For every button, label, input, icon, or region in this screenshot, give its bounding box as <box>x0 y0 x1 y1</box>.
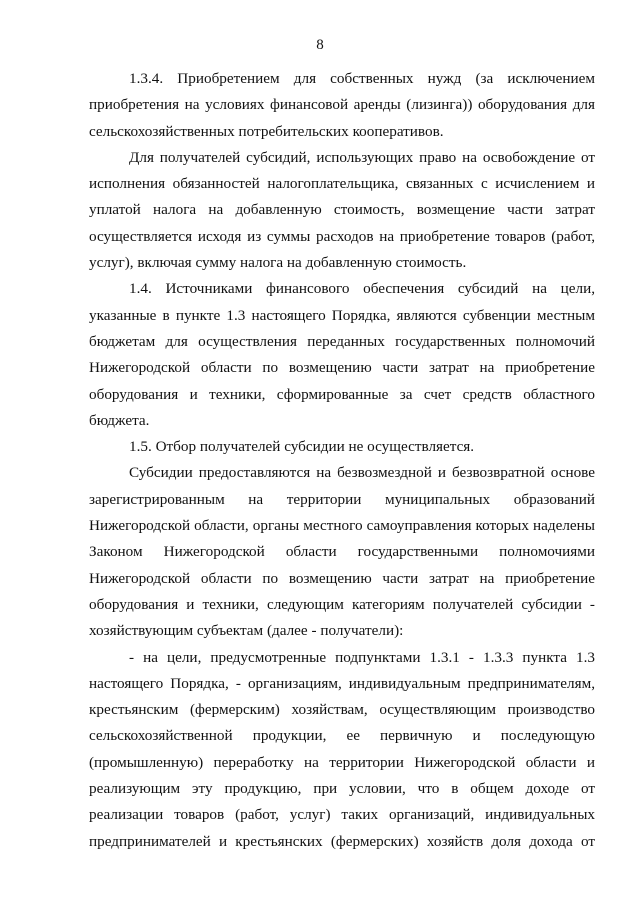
paragraph-1-5: 1.5. Отбор получателей субсидии не осуществляется. <box>129 438 475 456</box>
paragraph-vat-exemption: Для получателей субсидий, использующих право на освобождение от исполнения обязанностей налогоплательщика, связанных с исчислением и уплатой налога на добавленную стоимость, возмещение части затрат осуществляется исходя из суммы расходов на приобретение товаров (работ, услуг), включая сумму налога на добавленную стоимость. <box>89 148 595 272</box>
paragraph-1-3-4: 1.3.4. Приобретением для собственных нужд (за исключением приобретения на условиях финансовой аренды (лизинга)) оборудования для сельскохозяйственных потребительских кооперативов. <box>89 70 595 140</box>
paragraph-1-4: 1.4. Источниками финансового обеспечения субсидий на цели, указанные в пункте 1.3 настоящего Порядка, являются субвенции местным бюджетам для осуществления переданных государственных полномочий Нижегородской области по возмещению части затрат на приобретение оборудования и техники, сформированные за счет средств областного бюджета. <box>89 280 595 429</box>
paragraph-subsidy-recipients: Субсидии предоставляются на безвозмездной и безвозвратной основе зарегистрированным на территории муниципальных образований Нижегородской области, органы местного самоуправления которых наделены Законом Нижегородской области государственными полномочиями Нижегородской области по возмещению части затрат на приобретение оборудования и техники, следующим категориям получателей субсидии - хозяйствующим субъектам (далее - получатели): <box>89 464 595 640</box>
paragraph-recipient-categories: - на цели, предусмотренные подпунктами 1.3.1 - 1.3.3 пункта 1.3 настоящего Порядка, - организациям, индивидуальным предпринимателям, крестьянским (фермерским) хозяйствам, осуществляющим производство сельскохозяйственной продукции, ее первичную и последующую (промышленную) переработку на территории Нижегородской области и реализующим эту продукцию, при условии, что в общем доходе от реализации товаров (работ, услуг) таких организаций, индивидуальных предпринимателей и крестьянских (фермерских) хозяйств доля дохода от <box>89 648 595 850</box>
document-body <box>89 66 595 855</box>
page-number: 8 <box>316 37 324 53</box>
